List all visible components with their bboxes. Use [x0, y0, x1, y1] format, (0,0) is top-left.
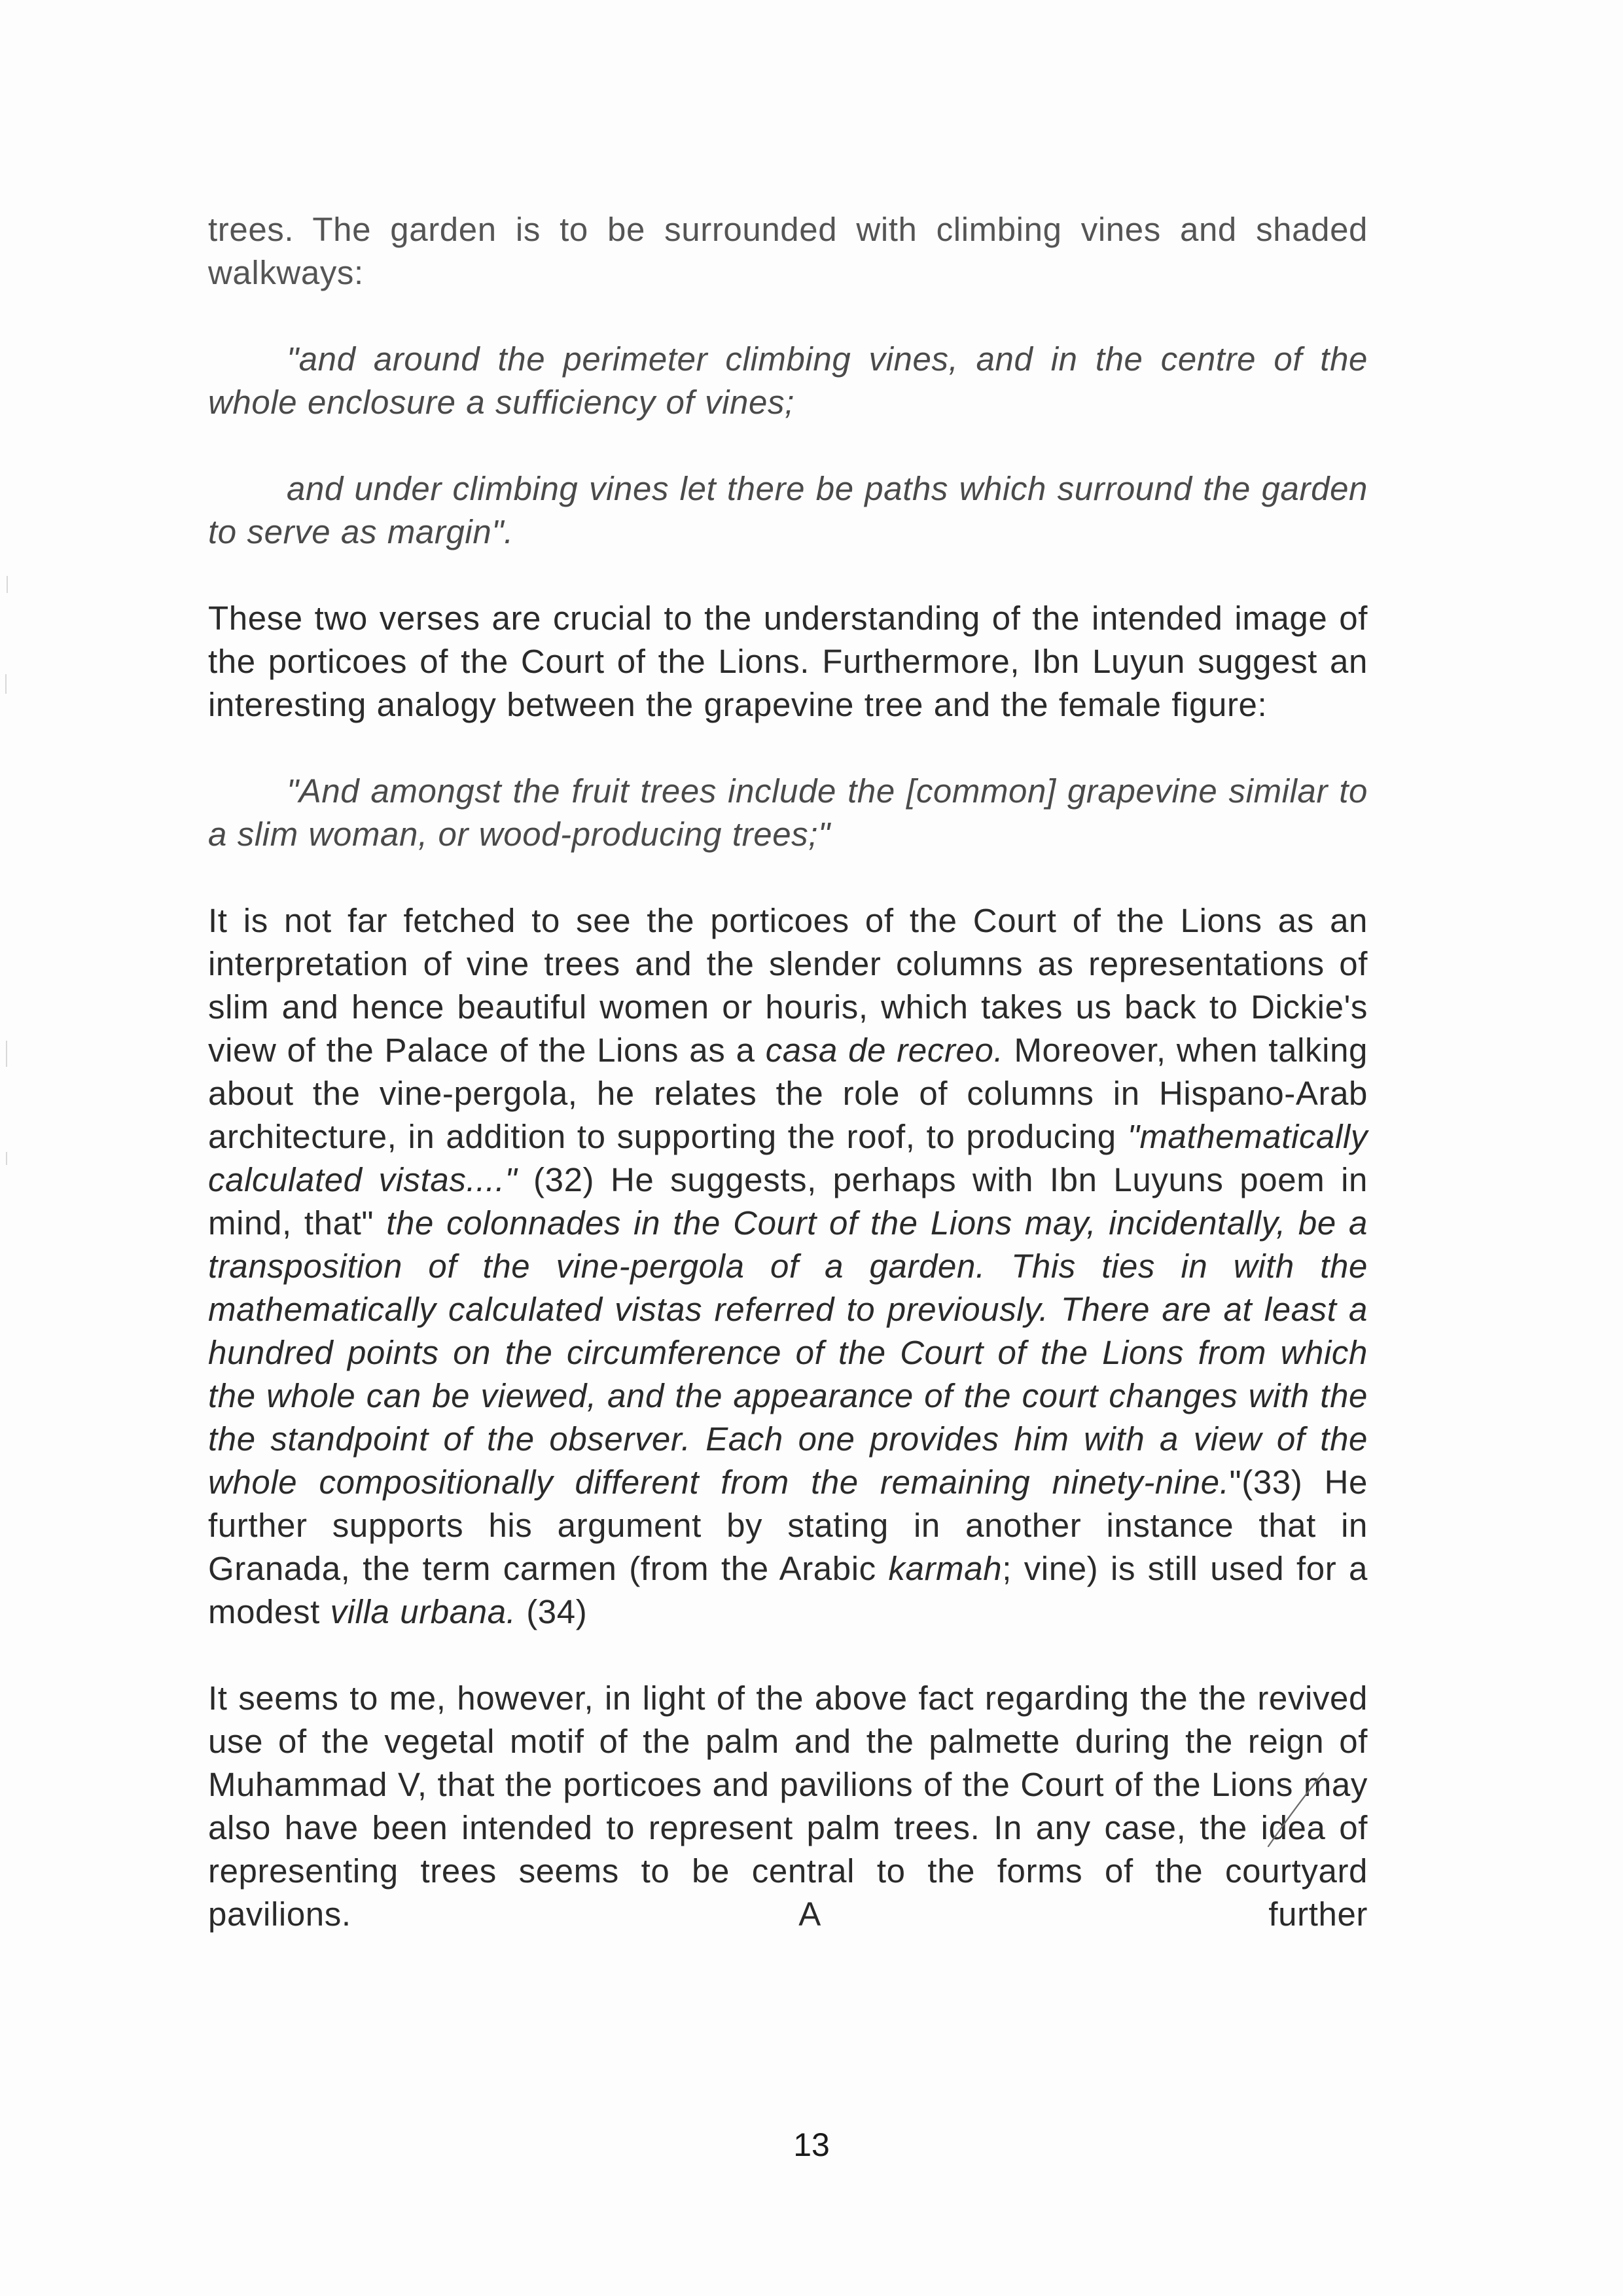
text-segment: (32) He suggests, perhaps with Ibn Luyuns poem in mind, that" [208, 1161, 1368, 1242]
quote-grapevine-woman [208, 770, 1368, 856]
quote-perimeter-vines [208, 338, 1368, 424]
italic-term-karmah: karmah [888, 1550, 1003, 1587]
italic-quote-vistas: "mathematically calculated vistas...." [208, 1118, 1368, 1198]
scan-artifact [5, 674, 7, 694]
text-segment: It is not far fetched to see the porticoes of the Court of the Lions as an interpretation of vine trees and the slender columns as representations of slim and hence beautiful women or houris, which takes us back to Dickie's view of the Palace of the Lions as a [208, 902, 1368, 1069]
italic-quote-colonnades: the colonnades in the Court of the Lions may, incidentally, be a transposition of the vine-pergola of a garden. This ties in with the mathematically calculated vistas referred to previously. There are at least a hundred points on the circumference of the Court of the Lions from which the whole can be viewed, and the appearance of the court changes with the the standpoint of the observer. Each one provides him with a view of the whole compositionally different from the remaining ninety-nine. [208, 1204, 1368, 1501]
italic-term-villa-urbana: villa urbana. [330, 1593, 516, 1630]
text-segment: These two verses are crucial to the understanding of the intended image of the porticoes of the Court of the Lions. Furthermore, Ibn Luyun suggest an interesting analogy between the grapevine tree and the female figure: [208, 600, 1368, 723]
paragraph-garden-intro [208, 208, 1368, 295]
text-segment: It seems to me, however, in light of the above fact regarding the the revived use of the vegetal motif of the palm and the palmette during the reign of Muhammad V, that the porticoes and pavilions of the Court of the Lions may also have been intended to represent palm trees. In any case, the idea of representing trees seems to be central to the forms of the courtyard pavilions. A further [208, 1679, 1368, 1933]
quote-paths-margin [208, 467, 1368, 554]
text-segment: "(33) He further supports his argument by stating in another instance that in Granada, the term carmen (from the Arabic [208, 1463, 1368, 1587]
scan-artifact [6, 1041, 7, 1067]
paragraph-palm-trees [208, 1677, 1368, 1936]
body-text [208, 208, 1368, 1936]
scan-artifact [7, 576, 8, 593]
paragraph-two-verses [208, 597, 1368, 726]
italic-term-casa-de-recreo: casa de recreo. [765, 1031, 1004, 1069]
text-segment: trees. The garden is to be surrounded with climbing vines and shaded walkways: [208, 211, 1368, 291]
paragraph-porticoes-vines [208, 899, 1368, 1634]
text-segment: ; vine) is still used for a modest [208, 1550, 1368, 1630]
quote-text: "And amongst the fruit trees include the [common] grapevine similar to a slim woman, or wood-producing trees;" [208, 772, 1368, 853]
quote-text: "and around the perimeter climbing vines, and in the centre of the whole enclosure a sufficiency of vines; [208, 340, 1368, 421]
footnote-ref: (34) [516, 1593, 588, 1630]
page-number: 13 [793, 2126, 830, 2163]
quote-text: and under climbing vines let there be paths which surround the garden to serve as margin". [208, 470, 1368, 550]
text-segment: Moreover, when talking about the vine-pergola, he relates the role of columns in Hispano-Arab architecture, in addition to supporting the roof, to producing [208, 1031, 1368, 1155]
scan-artifact [6, 1152, 7, 1165]
